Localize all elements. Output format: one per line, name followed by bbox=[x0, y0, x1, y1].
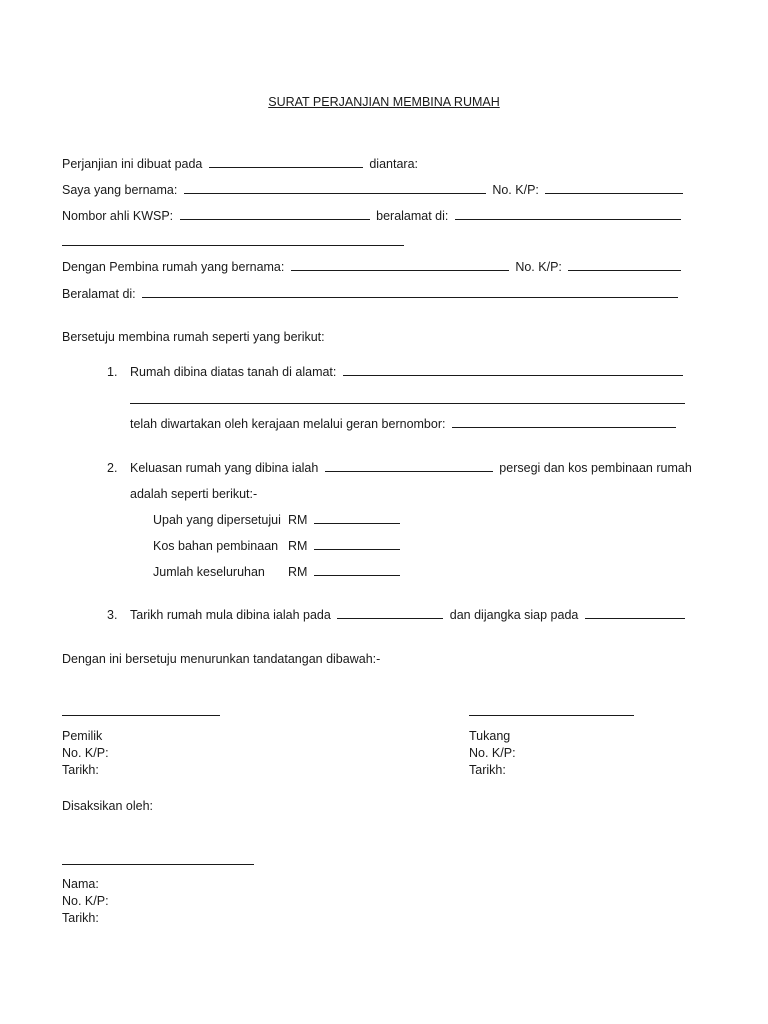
witness-intro: Disaksikan oleh: bbox=[62, 799, 154, 813]
owner-address-label: beralamat di: bbox=[376, 209, 449, 223]
cost-material-field[interactable] bbox=[314, 538, 400, 550]
agreement-date-field[interactable] bbox=[209, 156, 363, 168]
cost-labour-label: Upah yang dipersetujui bbox=[153, 513, 281, 527]
land-grant-field[interactable] bbox=[452, 416, 676, 428]
between-label: diantara: bbox=[369, 157, 419, 171]
owner-address-field-line2[interactable] bbox=[62, 245, 404, 246]
builder-address-row bbox=[62, 286, 681, 302]
witness-signature-line[interactable] bbox=[62, 864, 254, 865]
cost-material-row bbox=[288, 538, 403, 554]
owner-role: Pemilik bbox=[62, 729, 103, 743]
kwsp-field[interactable] bbox=[180, 208, 370, 220]
land-address-field[interactable] bbox=[343, 364, 683, 376]
house-cost-label: persegi dan kos pembinaan rumah bbox=[499, 461, 692, 475]
cost-material-label: Kos bahan pembinaan bbox=[153, 539, 279, 553]
builder-signature-line[interactable] bbox=[469, 715, 634, 716]
land-grant-row bbox=[130, 416, 679, 432]
cost-total-field[interactable] bbox=[314, 564, 400, 576]
witness-date: Tarikh: bbox=[62, 911, 99, 925]
agree-heading: Bersetuju membina rumah seperti yang berikut: bbox=[62, 330, 325, 344]
kwsp-row bbox=[62, 208, 684, 224]
owner-name-row bbox=[62, 182, 686, 198]
builder-name-row bbox=[62, 259, 684, 275]
builder-address-field[interactable] bbox=[142, 286, 678, 298]
start-date-label: Tarikh rumah mula dibina ialah pada bbox=[130, 608, 331, 622]
agreement-date-label: Perjanjian ini dibuat pada bbox=[62, 157, 203, 171]
land-address-field-line2[interactable] bbox=[130, 403, 685, 404]
agreement-date-row bbox=[62, 156, 418, 172]
owner-name-field[interactable] bbox=[184, 182, 486, 194]
builder-ic: No. K/P: bbox=[469, 746, 516, 760]
item-3-number: 3. bbox=[107, 608, 118, 622]
builder-name-field[interactable] bbox=[291, 259, 509, 271]
owner-ic: No. K/P: bbox=[62, 746, 109, 760]
owner-date: Tarikh: bbox=[62, 763, 99, 777]
owner-ic-label: No. K/P: bbox=[492, 183, 539, 197]
item-1-number: 1. bbox=[107, 365, 118, 379]
document-title: SURAT PERJANJIAN MEMBINA RUMAH bbox=[268, 95, 500, 109]
builder-ic-label: No. K/P: bbox=[515, 260, 562, 274]
owner-ic-field[interactable] bbox=[545, 182, 683, 194]
witness-name: Nama: bbox=[62, 877, 99, 891]
currency-label: RM bbox=[288, 513, 308, 527]
builder-address-label: Beralamat di: bbox=[62, 287, 136, 301]
land-grant-label: telah diwartakan oleh kerajaan melalui geran bernombor: bbox=[130, 417, 446, 431]
cost-intro: adalah seperti berikut:- bbox=[130, 487, 258, 501]
cost-labour-row bbox=[288, 512, 403, 528]
currency-label: RM bbox=[288, 539, 308, 553]
owner-address-field[interactable] bbox=[455, 208, 681, 220]
house-area-field[interactable] bbox=[325, 460, 493, 472]
land-address-row bbox=[130, 364, 686, 380]
end-date-field[interactable] bbox=[585, 607, 685, 619]
currency-label: RM bbox=[288, 565, 308, 579]
cost-total-label: Jumlah keseluruhan bbox=[153, 565, 265, 579]
owner-signature-line[interactable] bbox=[62, 715, 220, 716]
witness-ic: No. K/P: bbox=[62, 894, 109, 908]
cost-total-row bbox=[288, 564, 403, 580]
start-date-field[interactable] bbox=[337, 607, 443, 619]
sign-intro: Dengan ini bersetuju menurunkan tandatangan dibawah:- bbox=[62, 652, 381, 666]
kwsp-label: Nombor ahli KWSP: bbox=[62, 209, 174, 223]
house-area-label: Keluasan rumah yang dibina ialah bbox=[130, 461, 319, 475]
schedule-row bbox=[130, 607, 688, 623]
builder-name-label: Dengan Pembina rumah yang bernama: bbox=[62, 260, 285, 274]
item-2-number: 2. bbox=[107, 461, 118, 475]
owner-name-label: Saya yang bernama: bbox=[62, 183, 178, 197]
house-area-row bbox=[130, 460, 692, 476]
end-date-label: dan dijangka siap pada bbox=[449, 608, 579, 622]
cost-labour-field[interactable] bbox=[314, 512, 400, 524]
builder-role: Tukang bbox=[469, 729, 511, 743]
builder-date: Tarikh: bbox=[469, 763, 506, 777]
land-address-label: Rumah dibina diatas tanah di alamat: bbox=[130, 365, 337, 379]
builder-ic-field[interactable] bbox=[568, 259, 681, 271]
